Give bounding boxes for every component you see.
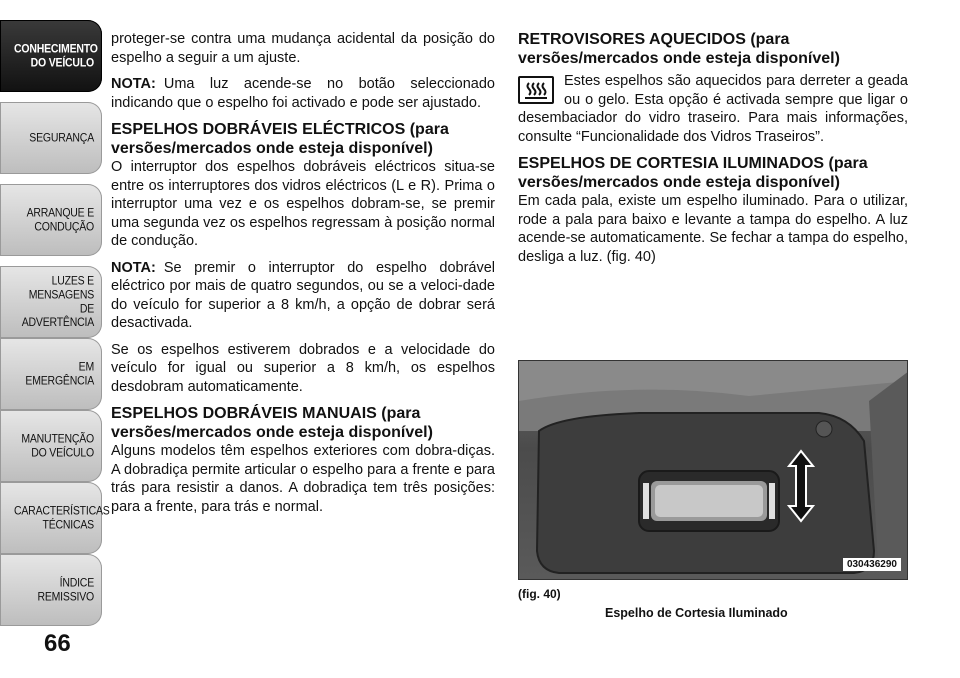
figure-caption: (fig. 40) xyxy=(518,587,561,601)
paragraph-folding-manual: Alguns modelos têm espelhos exteriores com dobra-diças. A dobradiça permite articular o espelho para a frente e para trás para resistir a danos. A dobradiça tem três posições: para a frente, para trás e normal. xyxy=(111,443,495,515)
heading-heated-mirrors: RETROVISORES AQUECIDOS (para versões/mercados onde esteja disponível) xyxy=(518,31,840,67)
note-label: NOTA: xyxy=(111,259,156,276)
paragraph-mirror-adjust: proteger-se contra uma mudança acidental da posição do espelho a seguir a um ajuste. xyxy=(111,31,495,66)
paragraph-speed-unfold: Se os espelhos estiverem dobrados e a velocidade do veículo for igual ou superior a 8 km/h, os espelhos desdobram automaticamente. xyxy=(111,341,495,395)
paragraph-text: Estes espelhos são aquecidos para derreter a geada ou o gelo. Esta opção é activada sempre que ligar o desembaciador do vidro traseiro. Para mais informações, consulte “Funcionalidade dos Vidros Traseiros”. xyxy=(518,73,908,145)
tab-manutencao-do-veiculo[interactable] xyxy=(0,410,102,482)
tab-luzes-e-mensagens[interactable] xyxy=(0,266,102,338)
paragraph-folding-electric: O interruptor dos espelhos dobráveis eléctricos situa-se entre os interruptores dos vidros eléctricos (L e R). Prima o interruptor uma vez e os espelhos dobram-se, se premir uma segunda vez os espelhos regressam à posição normal de condução. xyxy=(111,159,495,249)
vanity-mirror-illustration xyxy=(519,361,908,580)
tab-conhecimento-do-veiculo[interactable] xyxy=(0,20,102,92)
heading-folding-manual: ESPELHOS DOBRÁVEIS MANUAIS (para versões/mercados onde esteja disponível) xyxy=(111,405,433,441)
tab-arranque-e-conducao[interactable] xyxy=(0,184,102,256)
tab-label: MANUTENÇÃO DO VEÍCULO xyxy=(21,432,94,460)
tab-label: ARRANQUE E CONDUÇÃO xyxy=(26,206,94,234)
tab-label: EM EMERGÊNCIA xyxy=(25,360,94,388)
tab-indice-remissivo[interactable] xyxy=(0,554,102,626)
figure-title: Espelho de Cortesia Iluminado xyxy=(605,606,788,620)
right-column xyxy=(518,30,908,274)
note-text: Uma luz acende-se no botão seleccionado indicando que o espelho foi activado e pode ser ajustado. xyxy=(111,76,495,111)
tab-label: LUZES E MENSAGENS DE ADVERTÊNCIA xyxy=(21,274,94,330)
note-label: NOTA: xyxy=(111,76,156,92)
tab-label: CONHECIMENTO DO VEÍCULO xyxy=(14,42,98,70)
note-folding xyxy=(111,259,495,333)
rear-defroster-icon xyxy=(518,76,554,104)
tab-label: ÍNDICE REMISSIVO xyxy=(37,576,94,604)
figure-vanity-mirror xyxy=(518,360,908,580)
note-light xyxy=(111,75,495,112)
tab-label: CARACTERÍSTICAS TÉCNICAS xyxy=(14,504,110,532)
tab-em-emergencia[interactable] xyxy=(0,338,102,410)
heading-vanity-mirrors: ESPELHOS DE CORTESIA ILUMINADOS (para versões/mercados onde esteja disponível) xyxy=(518,155,868,191)
tab-seguranca[interactable] xyxy=(0,102,102,174)
page-number: 66 xyxy=(44,630,71,657)
tab-caracteristicas-tecnicas[interactable] xyxy=(0,482,110,554)
note-text: Se premir o interruptor do espelho dobrável eléctrico por mais de quatro segundos, ou se a veloci-dade do veículo for superior a 8 km/h, a opção de dobrar será desactivada. xyxy=(111,259,495,331)
paragraph-heated-mirrors xyxy=(518,72,908,146)
figure-code: 030436290 xyxy=(843,558,901,571)
left-column xyxy=(111,30,495,524)
tab-label: SEGURANÇA xyxy=(29,131,94,145)
paragraph-vanity-mirrors: Em cada pala, existe um espelho iluminado. Para o utilizar, rode a pala para baixo e levante a tampa do espelho. A luz acende-se automaticamente. Se fechar a tampa do espelho, desliga a luz. (fig. 40) xyxy=(518,193,908,265)
heading-folding-electric: ESPELHOS DOBRÁVEIS ELÉCTRICOS (para versões/mercados onde esteja disponível) xyxy=(111,121,449,157)
